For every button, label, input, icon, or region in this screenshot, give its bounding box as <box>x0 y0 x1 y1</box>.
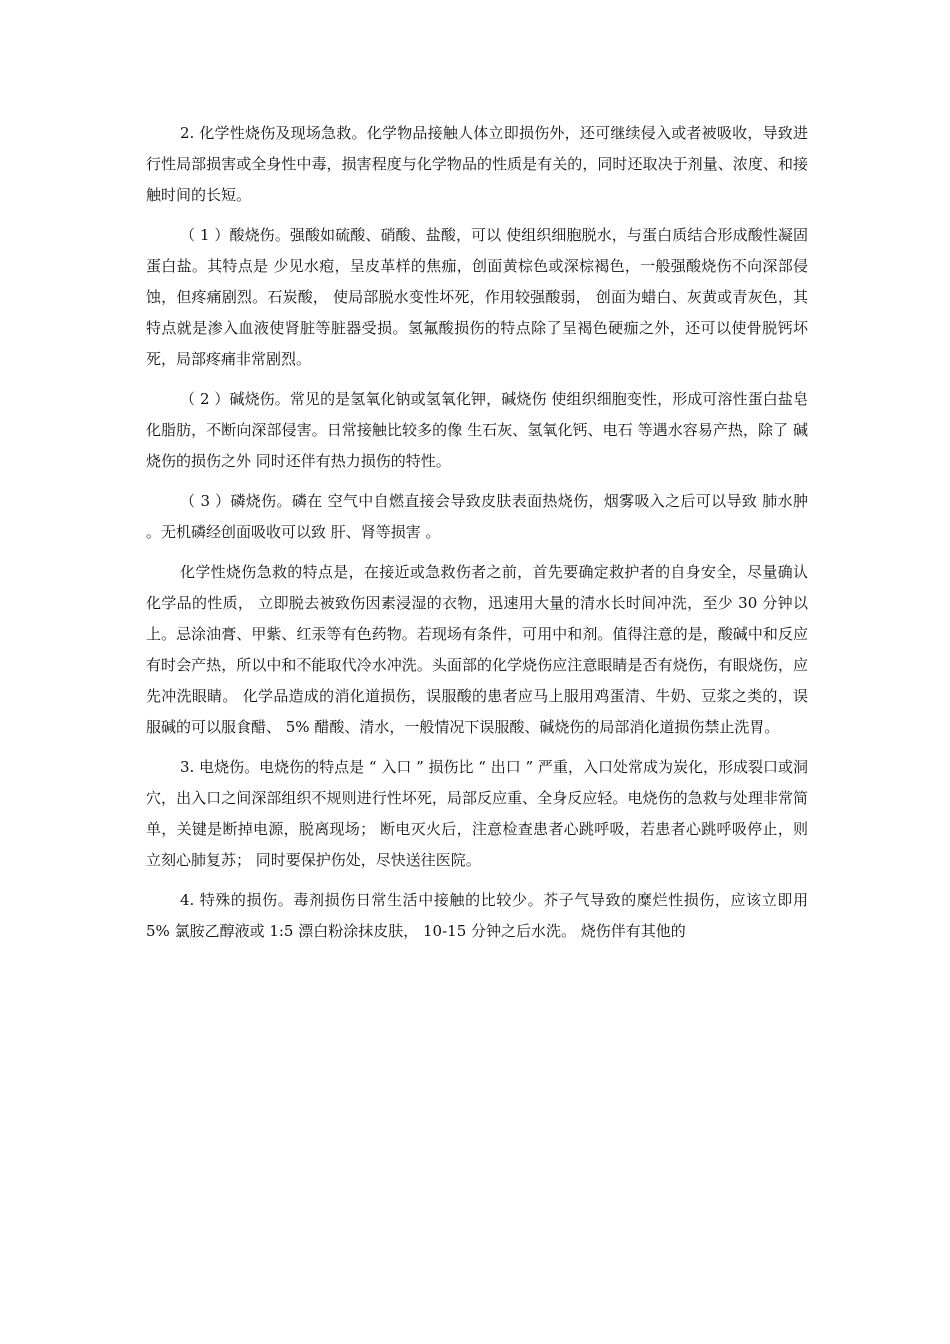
paragraph-special-injuries: 4. 特殊的损伤。毒剂损伤日常生活中接触的比较少。芥子气导致的糜烂性损伤，应该立即用 5% 氯胺乙醇液或 1:5 漂白粉涂抹皮肤， 10-15 分钟之后水洗。 烧伤伴有其他的 <box>146 891 808 940</box>
paragraph-chemical-burns: 2. 化学性烧伤及现场急救。化学物品接触人体立即损伤外，还可继续侵入或者被吸收，导致进行性局部损害或全身性中毒，损害程度与化学物品的性质是有关的，同时还取决于剂量、浓度、和接触时间的长短。 <box>146 124 808 204</box>
document-body <box>146 118 808 956</box>
paragraph-chemical-first-aid: 化学性烧伤急救的特点是，在接近或急救伤者之前，首先要确定救护者的自身安全，尽量确认化学品的性质， 立即脱去被致伤因素浸湿的衣物，迅速用大量的清水长时间冲洗，至少 30 分钟以上。忌涂油膏、甲紫、红汞等有色药物。若现场有条件，可用中和剂。值得注意的是，酸碱中和反应有时会产热，所以中和不能取代冷水冲洗。头面部的化学烧伤应注意眼睛是否有烧伤，有眼烧伤，应先冲洗眼睛。 化学品造成的消化道损伤，误服酸的患者应马上服用鸡蛋清、牛奶、豆浆之类的，误服碱的可以服食醋、 5% 醋酸、清水，一般情况下误服酸、碱烧伤的局部消化道损伤禁止洗胃。 <box>146 563 808 736</box>
paragraph-alkali-burns: （ 2 ）碱烧伤。常见的是氢氧化钠或氢氧化钾，碱烧伤 使组织细胞变性，形成可溶性蛋白盐皂化脂肪，不断向深部侵害。日常接触比较多的像 生石灰、氢氧化钙、电石 等遇水容易产热，除了 碱烧伤的损伤之外 同时还伴有热力损伤的特性。 <box>146 390 808 470</box>
paragraph-phosphorus-burns: （ 3 ）磷烧伤。磷在 空气中自燃直接会导致皮肤表面热烧伤，烟雾吸入之后可以导致 肺水肿 。无机磷经创面吸收可以致 肝、肾等损害 。 <box>146 492 808 541</box>
paragraph-electrical-burns: 3. 电烧伤。电烧伤的特点是 “ 入口 ” 损伤比 “ 出口 ” 严重，入口处常成为炭化，形成裂口或洞穴，出入口之间深部组织不规则进行性坏死，局部反应重、全身反应轻。电烧伤的急救与处理非常简单，关键是断掉电源，脱离现场； 断电灭火后，注意检查患者心跳呼吸，若患者心跳呼吸停止，则立刻心肺复苏； 同时要保护伤处，尽快送往医院。 <box>146 758 808 869</box>
paragraph-acid-burns: （ 1 ）酸烧伤。强酸如硫酸、硝酸、盐酸，可以 使组织细胞脱水，与蛋白质结合形成酸性凝固蛋白盐。其特点是 少见水疱，呈皮革样的焦痂，创面黄棕色或深棕褐色，一般强酸烧伤不向深部侵蚀，但疼痛剧烈。石炭酸， 使局部脱水变性坏死，作用较强酸弱， 创面为蜡白、灰黄或青灰色，其特点就是渗入血液使肾脏等脏器受损。氢氟酸损伤的特点除了呈褐色硬痂之外，还可以使骨脱钙坏死，局部疼痛非常剧烈。 <box>146 226 808 368</box>
